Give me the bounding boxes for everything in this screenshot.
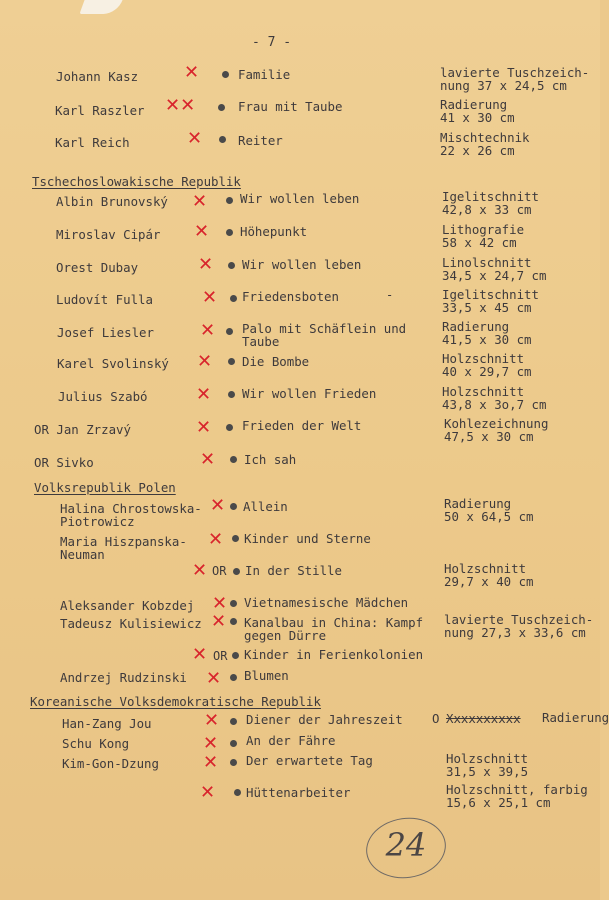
pencil-dot (219, 136, 226, 143)
red-cross-mark: ✕ (200, 320, 216, 341)
red-cross-mark: ✕ (212, 593, 228, 614)
artist-name: Andrzej Rudzinski (60, 670, 187, 685)
artist-name: Orest Dubay (56, 260, 139, 275)
pencil-dot (228, 358, 235, 365)
technique-dimensions: Holzschnitt 40 x 29,7 cm (442, 351, 532, 379)
technique-dimensions: Mischtechnik 22 x 26 cm (440, 130, 530, 158)
torn-corner (79, 0, 122, 14)
pencil-dot (230, 674, 237, 681)
red-cross-mark: ✕ (196, 417, 212, 438)
or-marker: OR (212, 564, 227, 578)
artist-name: Albin Brunovský (56, 194, 168, 209)
red-cross-mark: ✕ (192, 191, 208, 212)
artwork-title: Wir wollen leben (242, 257, 362, 272)
artwork-title: Wir wollen leben (240, 191, 360, 206)
technique-dimensions: Holzschnitt 43,8 x 3o,7 cm (442, 384, 547, 412)
artwork-title: Palo mit Schäflein und Taube (242, 321, 407, 349)
artwork-title: Ich sah (244, 452, 297, 467)
pencil-dot (230, 618, 237, 625)
artist-name: Karl Raszler (55, 103, 145, 118)
technique-dimensions: Radierung 41,5 x 30 cm (442, 319, 532, 347)
technique-dimensions: Holzschnitt 29,7 x 40 cm (444, 561, 534, 589)
red-cross-mark: ✕ (203, 752, 219, 773)
artwork-title: Hüttenarbeiter (246, 785, 351, 800)
technique-dimensions: lavierte Tuschzeich- nung 27,3 x 33,6 cm (444, 612, 594, 640)
pencil-dot (230, 503, 237, 510)
artwork-title: Allein (243, 499, 288, 514)
pencil-dot (233, 568, 240, 575)
handwritten-sheet-number: 24 (385, 826, 427, 864)
artist-name: Halina Chrostowska- Piotrowicz (60, 501, 202, 529)
pencil-dot (218, 104, 225, 111)
technique-dimensions: Radierung 50 x 64,5 cm (444, 496, 534, 524)
pencil-dot (232, 535, 239, 542)
artist-name: Karl Reich (55, 135, 130, 150)
red-cross-mark: ✕ (196, 384, 212, 405)
technique-dimensions: Linolschnitt 34,5 x 24,7 cm (442, 255, 547, 283)
red-cross-mark: ✕ (197, 351, 213, 372)
pencil-dot (226, 229, 233, 236)
artwork-title: Frieden der Welt (242, 418, 362, 433)
artwork-title: Diener der Jahreszeit (246, 712, 403, 727)
artwork-title: Blumen (244, 668, 289, 683)
technique-dimensions: Igelitschnitt 42,8 x 33 cm (442, 189, 539, 217)
artist-name: Julius Szabó (58, 389, 148, 404)
red-cross-mark: ✕ (203, 733, 219, 754)
artwork-title: Kinder und Sterne (244, 531, 371, 546)
section-heading-poland: Volksrepublik Polen (34, 480, 176, 495)
stray-dash-mark: - (386, 288, 394, 302)
artist-name: Karel Svolinský (57, 356, 169, 371)
pencil-dot (230, 759, 237, 766)
artist-name: OR Sivko (34, 455, 94, 470)
or-marker: OR (213, 649, 228, 663)
red-cross-mark: ✕ (208, 529, 224, 550)
artist-name: Miroslav Cipár (56, 227, 161, 242)
technique-dimensions: Holzschnitt, farbig 15,6 x 25,1 cm (446, 782, 588, 810)
artwork-title: Wir wollen Frieden (242, 386, 377, 401)
red-cross-mark: ✕ (192, 560, 208, 581)
red-cross-mark: ✕ (211, 611, 227, 632)
artwork-title: Höhepunkt (240, 224, 308, 239)
red-cross-mark: ✕ (194, 221, 210, 242)
artwork-title: Friedensboten (242, 289, 339, 304)
pencil-dot (222, 71, 229, 78)
pencil-dot (230, 740, 237, 747)
pencil-dot (232, 652, 239, 659)
red-cross-mark: ✕ (200, 449, 216, 470)
technique-dimensions: Holzschnitt 31,5 x 39,5 (446, 751, 529, 779)
red-cross-mark: ✕ (206, 668, 222, 689)
pencil-dot (226, 197, 233, 204)
section-heading-czechoslovakia: Tschechoslowakische Republik (32, 174, 241, 189)
artwork-title: Vietnamesische Mädchen (244, 595, 409, 610)
circle-o-mark: O (432, 711, 440, 726)
red-cross-mark: ✕ (192, 644, 208, 665)
artwork-title: An der Fähre (246, 733, 336, 748)
pencil-dot (234, 789, 241, 796)
artist-name: Kim-Gon-Dzung (62, 756, 159, 771)
pencil-dot (230, 718, 237, 725)
artwork-title: Der erwartete Tag (246, 753, 373, 768)
technique-dimensions: Radierung (542, 710, 609, 725)
red-cross-mark: ✕ (198, 254, 214, 275)
artwork-title: Reiter (238, 133, 283, 148)
pencil-dot (228, 262, 235, 269)
artist-name: Josef Liesler (57, 325, 154, 340)
pencil-dot (226, 328, 233, 335)
artwork-title: Kinder in Ferienkolonien (244, 647, 424, 662)
red-cross-mark: ✕ (184, 62, 200, 83)
artwork-title: In der Stille (245, 563, 342, 578)
artist-name: Johann Kasz (56, 69, 139, 84)
red-cross-mark: ✕ (187, 128, 203, 149)
technique-dimensions: lavierte Tuschzeich- nung 37 x 24,5 cm (440, 65, 590, 93)
artwork-title: Kanalbau in China: Kampf gegen Dürre (244, 615, 424, 643)
artist-name: Schu Kong (62, 736, 130, 751)
red-cross-mark: ✕ (200, 782, 216, 803)
red-cross-mark: ✕ (202, 287, 218, 308)
red-double-cross-mark: ✕✕ (165, 95, 196, 116)
artist-name: OR Jan Zrzavý (34, 422, 131, 437)
artist-name: Maria Hiszpanska- Neuman (60, 534, 187, 562)
page-number: - 7 - (252, 35, 292, 50)
technique-dimensions: Lithografie 58 x 42 cm (442, 222, 525, 250)
red-cross-mark: ✕ (210, 495, 226, 516)
artist-name: Han-Zang Jou (62, 716, 152, 731)
technique-dimensions: Igelitschnitt 33,5 x 45 cm (442, 287, 539, 315)
red-cross-mark: ✕ (204, 710, 220, 731)
struck-out-text: Xxxxxxxxxx (446, 711, 521, 726)
pencil-dot (226, 424, 233, 431)
artwork-title: Die Bombe (242, 354, 310, 369)
artwork-title: Familie (238, 67, 291, 82)
artwork-title: Frau mit Taube (238, 99, 343, 114)
pencil-dot (230, 295, 237, 302)
artist-name: Tadeusz Kulisiewicz (60, 616, 202, 631)
section-heading-korea: Koreanische Volksdemokratische Republik (30, 694, 321, 709)
pencil-dot (230, 600, 237, 607)
artist-name: Ludovít Fulla (56, 292, 153, 307)
artist-name: Aleksander Kobzdej (60, 598, 195, 613)
pencil-dot (230, 456, 237, 463)
pencil-dot (228, 391, 235, 398)
technique-dimensions: Radierung 41 x 30 cm (440, 97, 515, 125)
technique-dimensions: Kohlezeichnung 47,5 x 30 cm (444, 416, 549, 444)
